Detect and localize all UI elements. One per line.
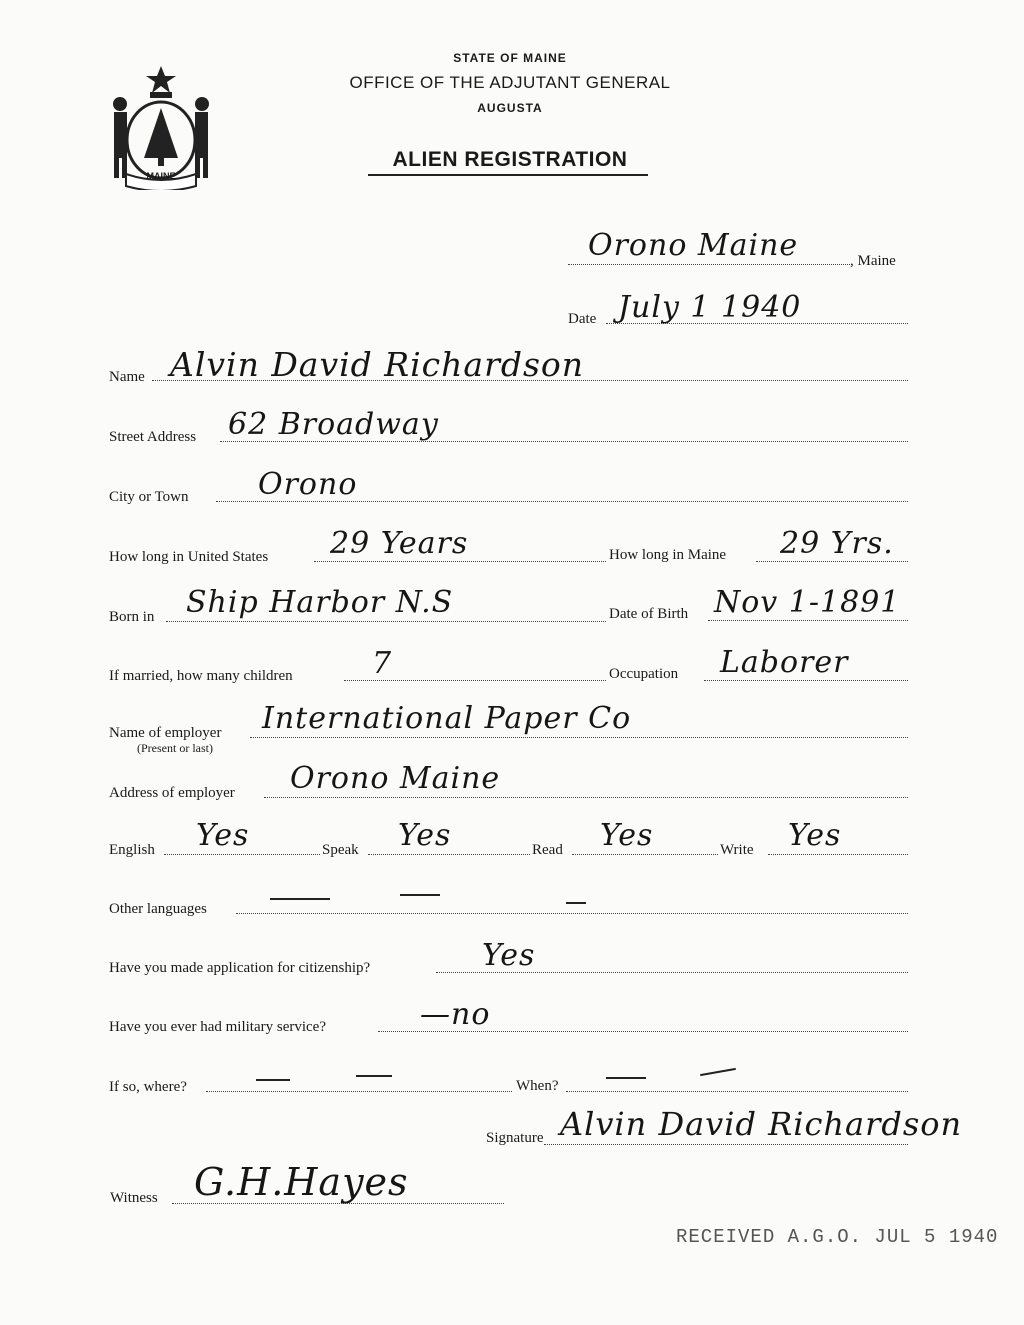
when-label: When? [516, 1078, 559, 1094]
witness-signature: G.H.Hayes [194, 1160, 409, 1204]
dash-mark [270, 898, 330, 900]
title-underline [368, 174, 648, 176]
read-label: Read [532, 842, 563, 858]
city-label: City or Town [109, 489, 189, 505]
name-label: Name [109, 369, 145, 385]
witness-label: Witness [110, 1190, 158, 1206]
street-label: Street Address [109, 429, 197, 445]
years-maine-value: 29 Yrs. [780, 526, 894, 561]
name-value: Alvin David Richardson [170, 345, 585, 384]
english-value: Yes [196, 818, 250, 853]
dash-mark [356, 1075, 392, 1077]
dash-mark [566, 902, 586, 904]
dash-mark [700, 1068, 736, 1076]
born-in-label: Born in [109, 609, 155, 625]
born-in-value: Ship Harbor N.S [186, 585, 454, 620]
maine-seal [106, 62, 216, 190]
signature-label: Signature [486, 1130, 544, 1146]
occupation-value: Laborer [720, 645, 849, 680]
if-where-label: If so, where? [109, 1079, 187, 1095]
employer-address-value: Orono Maine [290, 761, 501, 796]
date-value: July 1 1940 [618, 290, 802, 325]
employer-note: (Present or last) [137, 741, 213, 755]
how-long-us-label: How long in United States [109, 549, 269, 565]
occupation-label: Occupation [609, 666, 679, 682]
other-languages-label: Other languages [109, 901, 207, 917]
dash-mark [256, 1079, 290, 1081]
received-stamp: RECEIVED A.G.O. JUL 5 1940 [676, 1226, 999, 1248]
read-value: Yes [600, 818, 654, 853]
military-label: Have you ever had military service? [109, 1019, 326, 1035]
seal-banner-text: MAINE [146, 171, 176, 181]
employer-label: Name of employer [109, 725, 222, 741]
maine-suffix-label: , Maine [850, 253, 896, 269]
form-title: ALIEN REGISTRATION [392, 148, 628, 171]
employer-value: International Paper Co [262, 701, 632, 736]
english-label: English [109, 842, 155, 858]
state-heading: STATE OF MAINE [453, 51, 567, 65]
how-long-maine-label: How long in Maine [609, 547, 727, 563]
signature-value: Alvin David Richardson [560, 1105, 963, 1143]
citizenship-value: Yes [482, 938, 536, 973]
dash-mark [606, 1077, 646, 1079]
dash-mark [400, 894, 440, 896]
write-label: Write [720, 842, 754, 858]
dob-label: Date of Birth [609, 606, 689, 622]
city-heading: AUGUSTA [477, 101, 543, 115]
children-value: 7 [372, 646, 393, 681]
city-value: Orono [258, 467, 358, 502]
years-us-value: 29 Years [330, 526, 469, 561]
town-value: Orono Maine [588, 228, 799, 263]
dob-value: Nov 1-1891 [714, 585, 901, 620]
write-value: Yes [788, 818, 842, 853]
office-heading: OFFICE OF THE ADJUTANT GENERAL [349, 73, 671, 92]
citizenship-label: Have you made application for citizenship? [109, 960, 371, 976]
street-value: 62 Broadway [228, 407, 439, 442]
speak-label: Speak [322, 842, 359, 858]
speak-value: Yes [398, 818, 452, 853]
military-value: —no [420, 997, 491, 1032]
children-label: If married, how many children [109, 668, 293, 684]
date-label: Date [568, 311, 597, 327]
employer-address-label: Address of employer [109, 785, 235, 801]
